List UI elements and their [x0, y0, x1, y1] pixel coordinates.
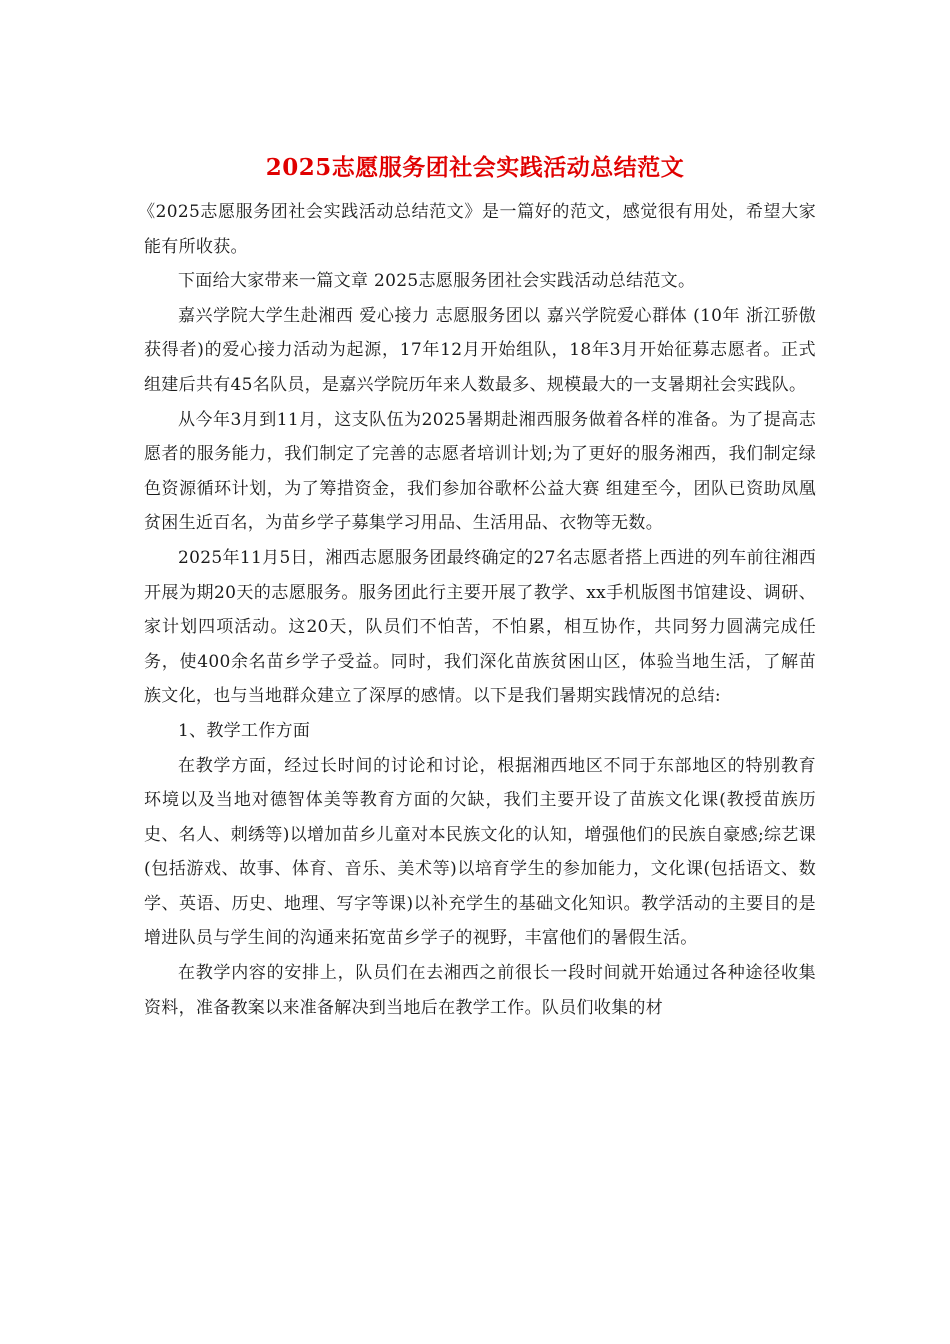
paragraph-preparation: 从今年3月到11月，这支队伍为2025暑期赴湘西服务做着各样的准备。为了提高志愿者的服务能力，我们制定了完善的志愿者培训计划;为了更好的服务湘西，我们制定绿色资源循环计划，为了筹措资金，我们参加谷歌杯公益大赛 组建至今，团队已资助凤凰贫困生近百名，为苗乡学子募集学习用品、生活用品、衣物等无数。 — [144, 409, 816, 534]
section-heading-teaching: 1、教学工作方面 — [178, 720, 311, 741]
paragraph-intro: 《2025志愿服务团社会实践活动总结范文》是一篇好的范文，感觉很有用处，希望大家能有所收获。 — [138, 202, 816, 257]
document-body — [138, 195, 816, 1025]
paragraph-service: 2025年11月5日，湘西志愿服务团最终确定的27名志愿者搭上西进的列车前往湘西开展为期20天的志愿服务。服务团此行主要开展了教学、xx手机版图书馆建设、调研、家计划四项活动。这20天，队员们不怕苦，不怕累，相互协作，共同努力圆满完成任务，使400余名苗乡学子受益。同时，我们深化苗族贫困山区，体验当地生活，了解苗族文化，也与当地群众建立了深厚的感情。以下是我们暑期实践情况的总结: — [144, 547, 816, 707]
paragraph-teaching: 在教学方面，经过长时间的讨论和讨论，根据湘西地区不同于东部地区的特别教育环境以及当地对德智体美等教育方面的欠缺，我们主要开设了苗族文化课(教授苗族历史、名人、刺绣等)以增加苗乡儿童对本民族文化的认知，增强他们的民族自豪感;综艺课(包括游戏、故事、体育、音乐、美术等)以培育学生的参加能力，文化课(包括语文、数学、英语、历史、地理、写字等课)以补充学生的基础文化知识。教学活动的主要目的是增进队员与学生间的沟通来拓宽苗乡学子的视野，丰富他们的暑假生活。 — [144, 755, 816, 949]
paragraph-lead: 下面给大家带来一篇文章 2025志愿服务团社会实践活动总结范文。 — [178, 271, 696, 292]
document-title: 2025志愿服务团社会实践活动总结范文 — [265, 154, 685, 181]
paragraph-origin: 嘉兴学院大学生赴湘西 爱心接力 志愿服务团以 嘉兴学院爱心群体 (10年 浙江骄傲 获得者)的爱心接力活动为起源，17年12月开始组队，18年3月开始征募志愿者。正式组建后共有45名队员，是嘉兴学院历年来人数最多、规模最大的一支暑期社会实践队。 — [144, 305, 816, 395]
paragraph-teaching-content: 在教学内容的安排上，队员们在去湘西之前很长一段时间就开始通过各种途径收集资料，准备教案以来准备解决到当地后在教学工作。队员们收集的材 — [144, 963, 816, 1018]
